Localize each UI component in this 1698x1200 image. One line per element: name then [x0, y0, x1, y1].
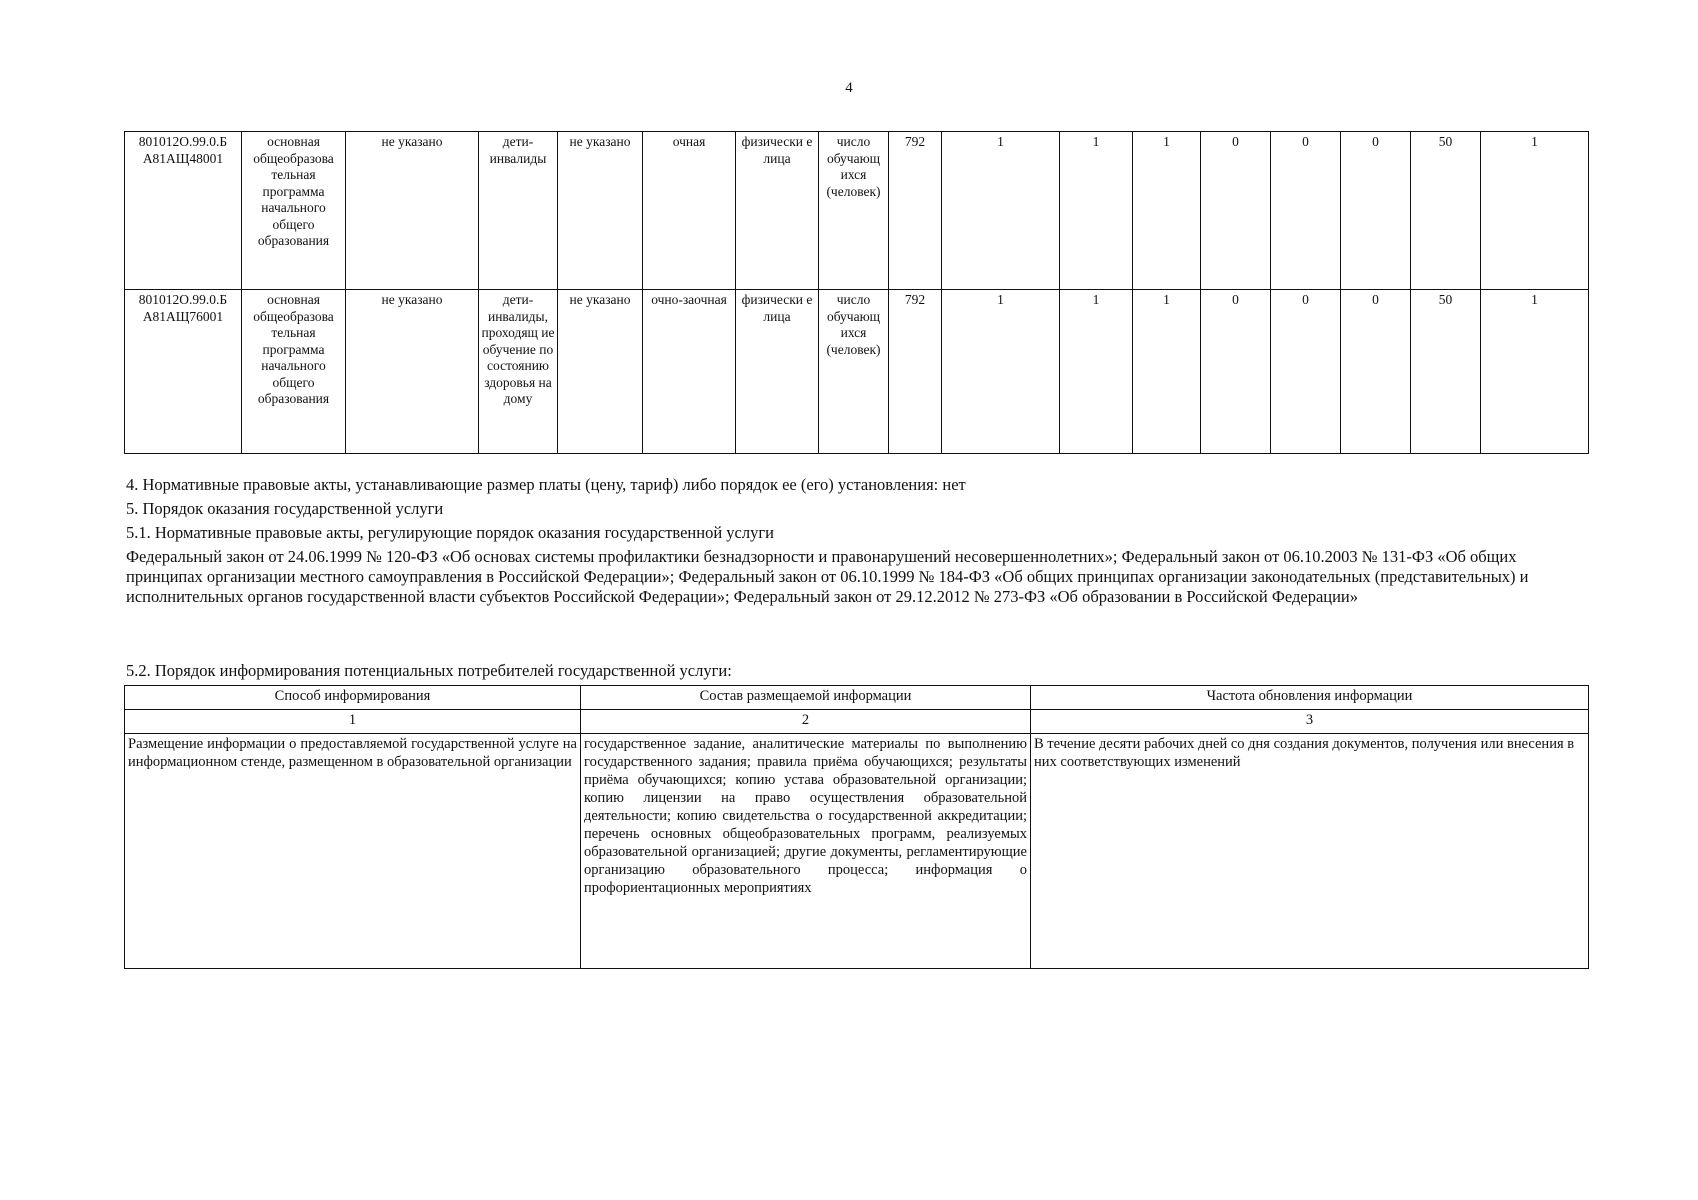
table-row: [125, 290, 1589, 454]
frequency-cell: В течение десяти рабочих дней со дня создания документов, получения или внесения в них соответствующих изменений: [1031, 734, 1589, 969]
form-cell: очная: [643, 132, 736, 290]
indicator-cell: число обучающ ихся (человек): [819, 132, 889, 290]
form-cell: очно-заочная: [643, 290, 736, 454]
program-cell: основная общеобразова тельная программа начального общего образования: [242, 290, 346, 454]
value-cell: 0: [1271, 290, 1341, 454]
standard-cell: не указано: [346, 290, 479, 454]
okei-cell: 792: [889, 132, 942, 290]
okei-cell: 792: [889, 290, 942, 454]
table-row: [125, 734, 1589, 969]
value-cell: 0: [1201, 290, 1271, 454]
table-header-row: [125, 686, 1589, 710]
informing-table: [124, 685, 1589, 969]
standard-cell: не указано: [346, 132, 479, 290]
column-number: 2: [581, 710, 1031, 734]
section-4-text: 4. Нормативные правовые акты, устанавливающие размер платы (цену, тариф) либо порядок ее (его) установления: нет: [126, 475, 966, 494]
table-row: [125, 132, 1589, 290]
header-frequency: Частота обновления информации: [1031, 686, 1589, 710]
method-cell: Размещение информации о предоставляемой государственной услуге на информационном стенде, размещенном в образовательной организации: [125, 734, 581, 969]
program-cell: основная общеобразова тельная программа начального общего образования: [242, 132, 346, 290]
value-cell: 0: [1341, 290, 1411, 454]
value-cell: 1: [1481, 132, 1589, 290]
section-5-1-laws-text: Федеральный закон от 24.06.1999 № 120-ФЗ «Об основах системы профилактики безнадзорности и правонарушений несовершеннолетних»; Федеральный закон от 06.10.2003 № 131-ФЗ «Об общих принципах организации местного самоуправления в Российской Федерации»; Федеральный закон от 06.10.1999 № 184-ФЗ «Об общих принципах организации законодательных (представительных) и исполнительных органов государственной власти субъектов Российской Федерации»; Федеральный закон от 29.12.2012 № 273-ФЗ «Об образовании в Российской Федерации»: [126, 547, 1529, 606]
header-content: Состав размещаемой информации: [581, 686, 1031, 710]
value-cell: 1: [1060, 290, 1133, 454]
registry-code-line: А81АЩ76001: [142, 308, 224, 324]
value-cell: 50: [1411, 290, 1481, 454]
column-number: 3: [1031, 710, 1589, 734]
table-number-row: [125, 710, 1589, 734]
consumers-cell: физически е лица: [736, 290, 819, 454]
value-cell: 0: [1271, 132, 1341, 290]
registry-code-line: 801012О.99.0.Б: [138, 292, 228, 307]
registry-code-line: 801012О.99.0.Б: [138, 134, 228, 149]
value-cell: 50: [1411, 132, 1481, 290]
section-5-2-heading: 5.2. Порядок информирования потенциальных потребителей государственной услуги:: [126, 661, 732, 680]
category-cell: дети-инвалиды, проходящ ие обучение по состоянию здоровья на дому: [479, 290, 558, 454]
category-cell: дети-инвалиды: [479, 132, 558, 290]
value-cell: 1: [942, 132, 1060, 290]
service-volume-table: [124, 131, 1589, 454]
page-number: 4: [845, 80, 853, 96]
consumers-cell: физически е лица: [736, 132, 819, 290]
indicator-cell: число обучающ ихся (человек): [819, 290, 889, 454]
value-cell: 1: [1133, 290, 1201, 454]
content-cell: государственное задание, аналитические материалы по выполнению государственного задания; правила приёма обучающихся; результаты приёма обучающихся; копию устава образовательной организации; копию лицензии на право осуществления образовательной деятельности; копию свидетельства о государственной аккредитации; перечень основных общеобразовательных программ, реализуемых образовательной организацией; другие документы, регламентирующие организацию образовательного процесса; информация о профориентационных мероприятиях: [581, 734, 1031, 969]
registry-code-cell: [125, 132, 242, 290]
column-number: 1: [125, 710, 581, 734]
value-cell: 0: [1201, 132, 1271, 290]
registry-code-cell: [125, 290, 242, 454]
value-cell: 0: [1341, 132, 1411, 290]
value-cell: 1: [1060, 132, 1133, 290]
value-cell: 1: [1481, 290, 1589, 454]
value-cell: 1: [1133, 132, 1201, 290]
place-cell: не указано: [558, 132, 643, 290]
section-5-1-heading: 5.1. Нормативные правовые акты, регулирующие порядок оказания государственной услуги: [126, 523, 774, 542]
place-cell: не указано: [558, 290, 643, 454]
header-method: Способ информирования: [125, 686, 581, 710]
value-cell: 1: [942, 290, 1060, 454]
section-5-heading: 5. Порядок оказания государственной услуги: [126, 499, 444, 518]
registry-code-line: А81АЩ48001: [142, 150, 224, 166]
